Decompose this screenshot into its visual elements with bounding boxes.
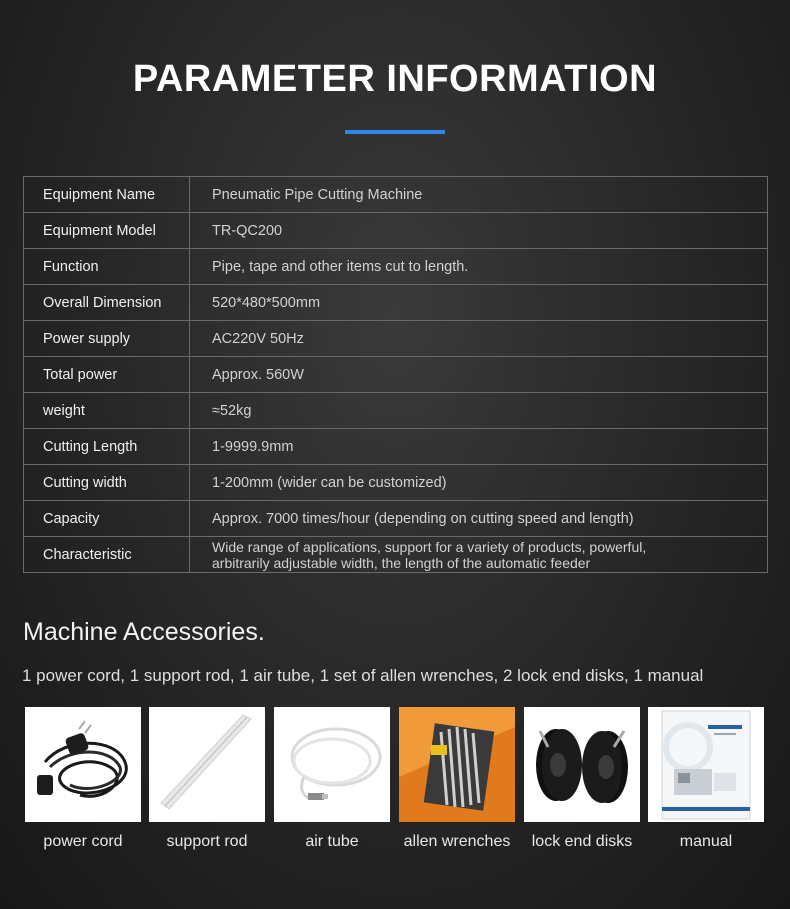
param-key: weight: [24, 393, 190, 429]
param-value: 1-200mm (wider can be customized): [190, 465, 768, 501]
lock-end-disks-image: [524, 707, 640, 822]
param-key: Cutting width: [24, 465, 190, 501]
parameter-table: [23, 176, 768, 573]
accessory-item: [648, 707, 764, 851]
table-row: [24, 321, 768, 357]
accessories-title: Machine Accessories.: [23, 618, 265, 646]
param-key: Capacity: [24, 501, 190, 537]
param-key: Total power: [24, 357, 190, 393]
accessory-item: [149, 707, 265, 851]
table-row: [24, 357, 768, 393]
table-row: [24, 213, 768, 249]
param-value: Pneumatic Pipe Cutting Machine: [190, 177, 768, 213]
accessory-item: [274, 707, 390, 851]
table-row: [24, 285, 768, 321]
title-underline: [345, 130, 445, 134]
param-value: AC220V 50Hz: [190, 321, 768, 357]
accessory-item: [399, 707, 515, 851]
param-key: Function: [24, 249, 190, 285]
table-row: [24, 501, 768, 537]
table-row: [24, 393, 768, 429]
param-key: Equipment Model: [24, 213, 190, 249]
accessory-label: support rod: [166, 833, 248, 850]
param-value: Approx. 7000 times/hour (depending on cutting speed and length): [190, 501, 768, 537]
accessory-label: manual: [679, 833, 733, 850]
param-value-line: Wide range of applications, support for a variety of products, powerful,: [212, 538, 647, 555]
param-key: Power supply: [24, 321, 190, 357]
param-value: Pipe, tape and other items cut to length.: [190, 249, 768, 285]
param-key: Equipment Name: [24, 177, 190, 213]
page-title: PARAMETER INFORMATION: [132, 58, 658, 100]
param-value: 520*480*500mm: [190, 285, 768, 321]
param-key: Overall Dimension: [24, 285, 190, 321]
table-row: [24, 249, 768, 285]
param-value: 1-9999.9mm: [190, 429, 768, 465]
param-key: Cutting Length: [24, 429, 190, 465]
accessory-label: allen wrenches: [403, 833, 511, 850]
param-value: [190, 537, 768, 573]
accessory-label: power cord: [43, 833, 123, 850]
manual-image: [648, 707, 764, 822]
table-row: [24, 465, 768, 501]
table-row: [24, 537, 768, 573]
accessory-item: [524, 707, 640, 851]
support-rod-image: [149, 707, 265, 822]
param-key: Characteristic: [24, 537, 190, 573]
accessory-label: lock end disks: [531, 833, 633, 850]
param-value-line: arbitrarily adjustable width, the length of the automatic feeder: [212, 554, 591, 571]
param-value: ≈52kg: [190, 393, 768, 429]
power-cord-image: [25, 707, 141, 822]
accessory-label: air tube: [305, 833, 359, 850]
air-tube-image: [274, 707, 390, 822]
accessory-item: [25, 707, 141, 851]
param-value: TR-QC200: [190, 213, 768, 249]
accessories-gallery: [25, 707, 765, 867]
table-row: [24, 429, 768, 465]
table-row: [24, 177, 768, 213]
accessories-list: 1 power cord, 1 support rod, 1 air tube, 1 set of allen wrenches, 2 lock end disks, 1 manual: [22, 666, 704, 685]
allen-wrenches-image: [399, 707, 515, 822]
param-value: Approx. 560W: [190, 357, 768, 393]
